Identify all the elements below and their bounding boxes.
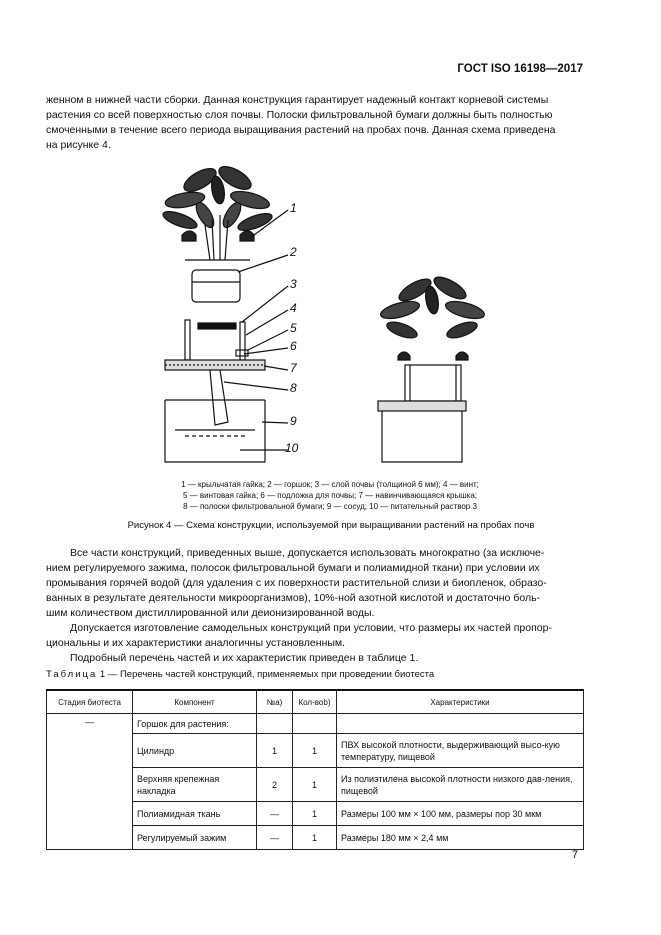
assembled-apparatus [378,273,486,462]
table-cell [257,714,293,734]
figure-label: 10 [285,441,299,455]
plant-apparatus-figure [140,160,500,480]
column-header: Характеристики [337,690,584,714]
body-line: циональны и их характеристики аналогичны установленным. [46,637,346,649]
table-cell: Из полиэтилена высокой плотности низкого дав-ления, пищевой [337,768,584,802]
figure-legend [120,479,540,512]
page-number: 7 [571,849,578,861]
figure-label: 1 [290,201,297,215]
table-cell: 1 [293,826,337,850]
column-header: Стадия биотеста [47,690,133,714]
intro-line: смоченными в течение всего периода выращивания растений на пробах почв. Данная схема приведена [46,124,556,136]
table-caption-text: 1 — Перечень частей конструкций, применяемых при проведении биотеста [99,669,435,680]
column-header: Кол-воb) [293,690,337,714]
figure-label: 4 [290,301,297,315]
legend-line: 5 — винтовая гайка; 6 — подложка для почвы; 7 — навинчивающаяся крышка; [182,491,478,500]
intro-paragraph [46,93,582,153]
body-line: Все части конструкций, приведенных выше, допускается использовать многократно (за исключе- [70,547,545,559]
body-line: Допускается изготовление самодельных конструкций при условии, что размеры их частей пропор- [70,622,552,634]
table-cell [293,714,337,734]
table-cell: — [47,714,133,850]
legend-line: 8 — полоски фильтровальной бумаги; 9 — сосуд; 10 — питательный раствор 3 [183,502,477,511]
standard-header: ГОСТ ISO 16198—2017 [457,63,583,75]
table-cell: Регулируемый зажим [133,826,257,850]
table-cell: 1 [293,734,337,768]
figure-label: 2 [290,245,297,259]
table-cell [337,714,584,734]
reuse-paragraph [46,546,582,621]
column-header: Компонент [133,690,257,714]
body-line: шим количеством дистиллированной или деионизированной воды. [46,607,375,619]
table-cell: 1 [293,802,337,826]
table-header-row [47,690,584,714]
table-cell: 2 [257,768,293,802]
figure-label: 3 [290,277,297,291]
figure-label: 5 [290,321,297,335]
figure-caption: Рисунок 4 — Схема конструкции, используемой при выращивании растений на пробах почв [127,520,535,531]
figure-label: 6 [290,339,297,353]
body-line: нием регулируемого зажима, полосок фильтровальной бумаги и полиамидной ткани) при условии их [46,562,540,574]
plant-foliage-left [161,162,274,260]
intro-line: на рисунке 4. [46,139,111,151]
table-cell: Полиамидная ткань [133,802,257,826]
body-line: ванных в результате деятельности микроорганизмов), 10%-ной азотной кислотой и достаточно боль- [46,592,541,604]
table-cell: — [257,826,293,850]
parts-table [46,689,584,850]
table-cell: Размеры 100 мм × 100 мм, размеры пор 30 мкм [337,802,584,826]
column-header: №a) [257,690,293,714]
table-cell: Горшок для растения: [133,714,257,734]
figure-label: 9 [290,414,297,428]
table-cell: Размеры 180 мм × 2,4 мм [337,826,584,850]
table-cell: — [257,802,293,826]
figure-label: 7 [290,361,297,375]
table-cell: 1 [293,768,337,802]
homemade-paragraph [46,621,582,651]
table-cell: Верхняя крепежная накладка [133,768,257,802]
table-caption [46,669,434,680]
legend-line: 1 — крыльчатая гайка; 2 — горшок; 3 — слой почвы (толщиной 6 мм); 4 — винт; [181,480,479,489]
figure-label: 8 [290,381,297,395]
intro-line: женном в нижней части сборки. Данная конструкция гарантирует надежный контакт корневой системы [46,94,549,106]
table-cell: ПВХ высокой плотности, выдерживающий высо-кую температуру, пищевой [337,734,584,768]
table-caption-label: Таблица [46,669,98,680]
table-cell: Цилиндр [133,734,257,768]
body-line: промывания горячей водой (для удаления с их поверхности растительной слизи и биопленок, образо- [46,577,547,589]
table-cell: 1 [257,734,293,768]
table-row [47,714,584,734]
table-reference-paragraph: Подробный перечень частей и их характеристик приведен в таблице 1. [70,652,419,664]
intro-line: растения со всей поверхностью слоя почвы. Полоски фильтровальной бумаги должны быть полностью [46,109,553,121]
